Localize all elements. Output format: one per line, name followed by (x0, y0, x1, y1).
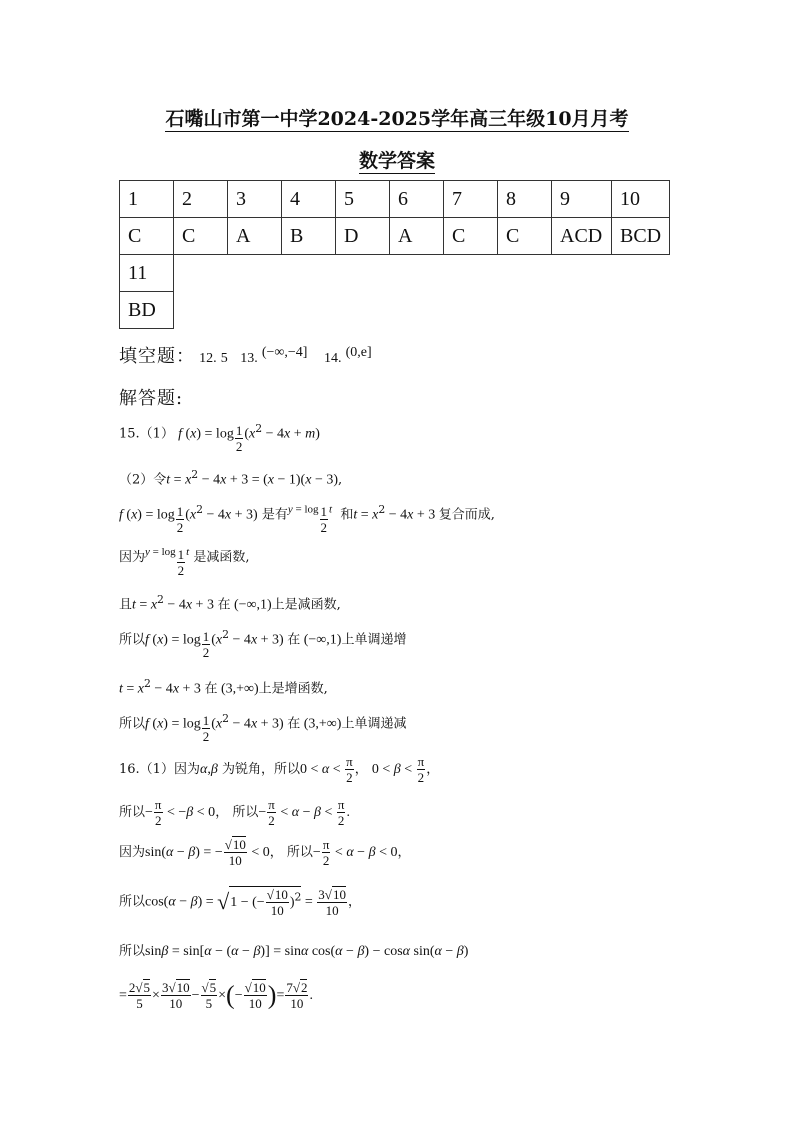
q15-line-1: 15.（1） f (x) = log $_{\frac{1}{2}}$ $(x^2 - 4x + m)$ (119, 422, 320, 454)
table-cell: C (120, 218, 174, 255)
table-cell: 7 (444, 181, 498, 218)
table-cell: BD (120, 292, 174, 329)
answer-table (119, 180, 670, 329)
q15-line-7: $t = x^2 - 4x + 3$ 在 (3,+∞)上是增函数, (119, 677, 328, 697)
q16-line-4: 所以cos(α − β) = √1 − (− $\frac{√10}{10}$ )$^2$ = $\frac{3√10}{10}$ ， (119, 886, 361, 918)
table-cell: A (390, 218, 444, 255)
solve-heading: 解答题: (119, 388, 184, 409)
q16-line-5: 所以sinβ = sin[α − (α − β)] = sinα cos(α − β) − cosα sin(α − β) (119, 944, 469, 959)
fill-blank-line: 填空题： 12. 5 13. (−∞,−4] 14. (0,e] (119, 345, 372, 367)
table-cell: 1 (120, 181, 174, 218)
q15-line-8: 所以f (x) = log $_{\frac{1}{2}}$ $(x^2 - 4x + 3)$ 在 (3,+∞)上单调递减 (119, 712, 407, 744)
table-cell: 10 (612, 181, 670, 218)
q16-line-2: 所以− $\frac{\pi}{2}$ < −β < 0， 所以− $\frac{\pi}{2}$ < α − β < $\frac{\pi}{2}$ . (119, 797, 350, 828)
table-row (120, 181, 670, 218)
q16-line-6: = $\frac{2√5}{5}$ × $\frac{3√10}{10}$ − $\frac{√5}{5}$ ×(− $\frac{√10}{10}$ )= $\frac{7√2}{10}$ . (119, 980, 313, 1011)
table-cell: B (282, 218, 336, 255)
table-cell: ACD (552, 218, 612, 255)
table-cell: C (444, 218, 498, 255)
q15-line-2: （2）令$t = x^2 - 4x + 3 = (x - 1)(x - 3)$, (119, 468, 343, 488)
q16-line-1: 16.（1）因为α,β 为锐角，所以0 < α < $\frac{\pi}{2}$ ， 0 < β < $\frac{\pi}{2}$ ， (119, 754, 440, 785)
table-cell: D (336, 218, 390, 255)
table-cell: 11 (120, 255, 174, 292)
table-row (120, 218, 670, 255)
q15-line-6: 所以f (x) = log $_{\frac{1}{2}}$ $(x^2 - 4x + 3)$ 在 (−∞,1)上单调递增 (119, 628, 407, 660)
document-subtitle: 数学答案 (358, 150, 435, 172)
q15-line-4: 因为$^y$ $^{= log}$ $_{\frac{1}{2}}$ $^t$ 是减函数, (119, 546, 250, 578)
table-cell: C (174, 218, 228, 255)
table-cell: BCD (612, 218, 670, 255)
table-cell: 5 (336, 181, 390, 218)
q15-line-5: 且$t = x^2 - 4x + 3$ 在 (−∞,1)上是减函数, (119, 593, 341, 613)
table-cell: 4 (282, 181, 336, 218)
table-row (120, 255, 670, 292)
table-cell: 2 (174, 181, 228, 218)
table-cell: 6 (390, 181, 444, 218)
table-cell: C (498, 218, 552, 255)
table-cell: 9 (552, 181, 612, 218)
table-cell: 8 (498, 181, 552, 218)
document-title: 石嘴山市第一中学2024-2025学年高三年级10月月考 (165, 108, 629, 130)
q16-line-3: 因为sin(α − β) = − $\frac{√10}{10}$ < 0， 所以− $\frac{\pi}{2}$ < α − β < 0， (119, 837, 411, 868)
q15-line-3: f (x) = log $_{\frac{1}{2}}$ $(x^2 - 4x + 3)$ 是有$^y$ $^{= log}$ $_{\frac{1}{2}}$ $^t$ 和$t = x^2 - 4x + 3$ 复合而成, (119, 503, 495, 535)
table-row (120, 292, 670, 329)
table-cell: 3 (228, 181, 282, 218)
table-cell: A (228, 218, 282, 255)
